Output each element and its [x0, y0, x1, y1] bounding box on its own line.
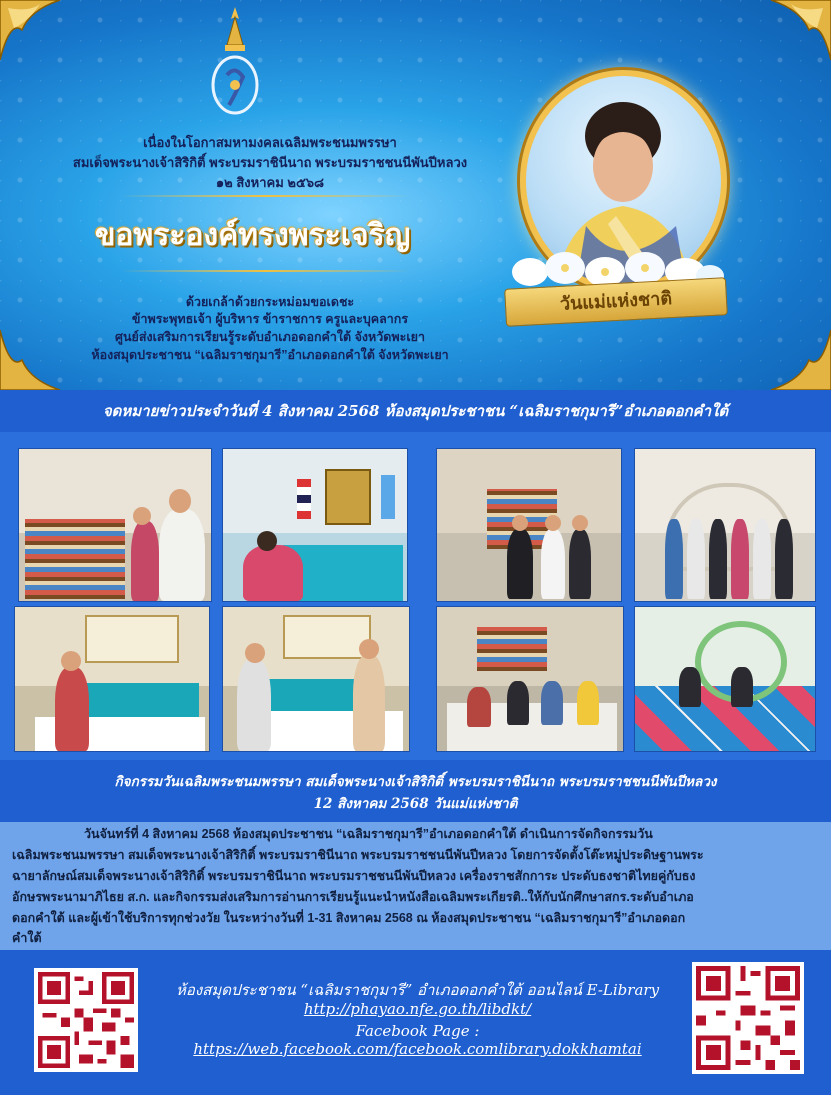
- activity-photo: [634, 448, 816, 602]
- photo-gallery: [0, 432, 831, 760]
- qr-code-icon[interactable]: [34, 968, 138, 1072]
- banner-occasion-line: เนื่องในโอกาสมหามงคลเฉลิมพระชนมพรรษา: [143, 135, 397, 150]
- description-line: วันจันทร์ที่ 4 สิงหาคม 2568 ห้องสมุดประชาชน “เฉลิมราชกุมารี”อำเภอดอกคำใต้ ดำเนินการจัดกิจกรรมวัน: [84, 827, 653, 841]
- ornament-divider: [120, 195, 410, 197]
- activity-photo: [222, 448, 408, 602]
- description-line: ดอกคำใต้ และผู้เข้าใช้บริการทุกช่วงวัย ในระหว่างวันที่ 1-31 สิงหาคม 2568 ณ ห้องสมุดประชาชน “เฉลิมราชกุมารี”อำเภอดอก: [12, 911, 686, 925]
- thai-ornament-corner-icon: [0, 0, 70, 70]
- royal-emblem-icon: [205, 5, 265, 120]
- activity-photo: [222, 606, 410, 752]
- royal-poem-board: [283, 615, 371, 659]
- library-online-label: ห้องสมุดประชาชน “เฉลิมราชกุมารี” อำเภอดอกคำใต้ ออนไลน์ E-Library: [175, 981, 660, 999]
- description-line: อักษรพระนามาภิไธย ส.ก. และกิจกรรมส่งเสริมการอ่านการเรียนรู้แนะนำหนังสือเฉลิมพระเกียรติ..ให้กับนักศึกษาสกร.ระดับอำเภอ: [12, 890, 694, 904]
- elibrary-link[interactable]: http://phayao.nfe.go.th/libdkt/: [303, 1000, 532, 1018]
- mothers-day-ribbon: วันแม่แห่งชาติ: [504, 277, 728, 327]
- banner-signoff: ด้วยเกล้าด้วยกระหม่อมขอเดชะ: [185, 295, 355, 309]
- banner-main-title: ขอพระองค์ทรงพระเจริญ: [95, 218, 411, 253]
- caption-line-2: 12 สิงหาคม 2568 วันแม่แห่งชาติ: [313, 796, 518, 812]
- activity-photo: [14, 606, 210, 752]
- royal-banner: [0, 0, 831, 390]
- activity-photo: [18, 448, 212, 602]
- facebook-page-line: [150, 1022, 685, 1058]
- activity-photo: [634, 606, 816, 752]
- caption-line-1: กิจกรรมวันเฉลิมพระชนมพรรษา สมเด็จพระนางเจ้าสิริกิติ์ พระบรมราชินีนาถ พระบรมราชชนนีพันปีหลวง: [114, 774, 717, 790]
- activity-photo: [436, 448, 622, 602]
- description-line: ฉายาลักษณ์สมเด็จพระนางเจ้าสิริกิติ์ พระบรมราชินีนาถ พระบรมราชชนนีพันปีหลวง เครื่องราชสักการะ ประดับธงชาติไทยคู่กับธง: [12, 869, 696, 883]
- newsletter-headline: จดหมายข่าวประจำวันที่ 4 สิงหาคม 2568 ห้องสมุดประชาชน “เฉลิมราชกุมารี”อำเภอดอกคำใต้: [0, 390, 831, 432]
- ornament-divider: [120, 270, 410, 272]
- activity-description: [0, 822, 831, 950]
- facebook-link[interactable]: https://web.facebook.com/facebook.comlibrary.dokkhamtai: [193, 1040, 642, 1058]
- banner-date: ๑๒ สิงหาคม ๒๕๖๘: [215, 175, 325, 190]
- facebook-label: Facebook Page :: [355, 1022, 480, 1040]
- thai-ornament-corner-icon: [761, 320, 831, 390]
- royal-poem-board: [85, 615, 179, 663]
- activity-photo: [436, 606, 624, 752]
- qr-code-icon[interactable]: [692, 962, 804, 1074]
- description-line: เฉลิมพระชนมพรรษา สมเด็จพระนางเจ้าสิริกิติ์ พระบรมราชินีนาถ พระบรมราชชนนีพันปีหลวง โดยการจัดตั้งโต๊ะหมู่ประดิษฐานพระ: [12, 848, 704, 862]
- description-line: คำใต้: [12, 931, 42, 945]
- banner-queen-name: สมเด็จพระนางเจ้าสิริกิติ์ พระบรมราชินีนาถ พระบรมราชชนนีพันปีหลวง: [72, 155, 468, 170]
- banner-library-line: ห้องสมุดประชาชน “เฉลิมราชกุมารี”อำเภอดอกคำใต้ จังหวัดพะเยา: [91, 348, 449, 362]
- activity-caption: [0, 760, 831, 822]
- banner-staff-line: ข้าพระพุทธเจ้า ผู้บริหาร ข้าราชการ ครูและบุคลากร: [131, 312, 409, 326]
- banner-center-line: ศูนย์ส่งเสริมการเรียนรู้ระดับอำเภอดอกคำใต้ จังหวัดพะเยา: [115, 330, 425, 344]
- royal-flag-icon: [381, 475, 395, 519]
- portrait-altar: [325, 469, 371, 525]
- thai-ornament-corner-icon: [761, 0, 831, 70]
- thai-flag-icon: [297, 479, 311, 519]
